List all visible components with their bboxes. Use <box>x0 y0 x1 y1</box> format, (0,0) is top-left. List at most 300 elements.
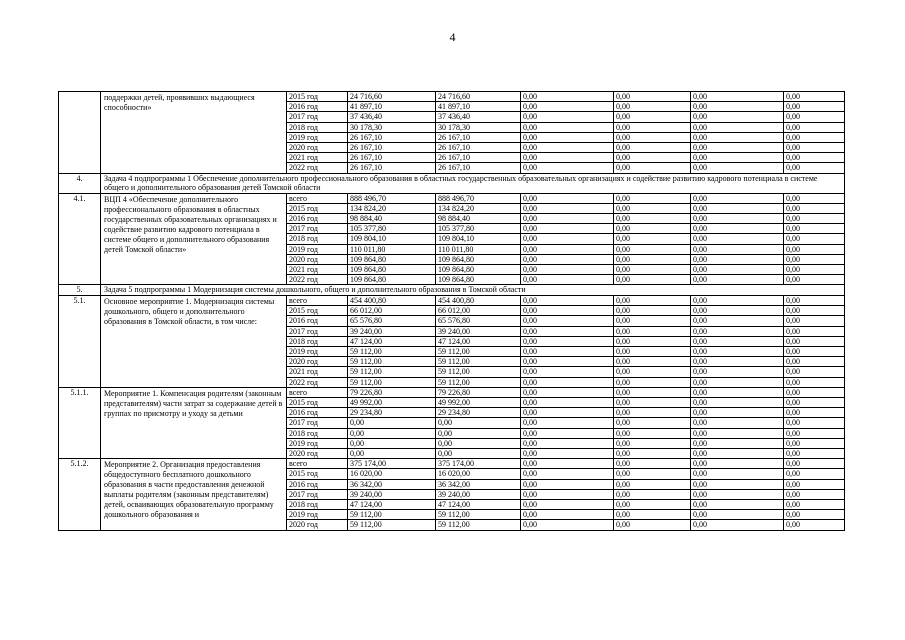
amount-cell: 47 124,00 <box>348 336 436 346</box>
amount-cell: 0,00 <box>691 112 784 122</box>
table-row <box>59 92 845 102</box>
row-index: 4.1. <box>59 193 101 285</box>
amount-cell: 0,00 <box>614 143 691 153</box>
amount-cell: 0,00 <box>784 214 845 224</box>
amount-cell: 109 804,10 <box>348 234 436 244</box>
period-cell: 2019 год <box>287 132 348 142</box>
amount-cell: 0,00 <box>348 418 436 428</box>
amount-cell: 0,00 <box>614 112 691 122</box>
amount-cell: 0,00 <box>614 92 691 102</box>
period-cell: 2016 год <box>287 479 348 489</box>
row-index <box>59 92 101 174</box>
amount-cell: 0,00 <box>614 428 691 438</box>
amount-cell: 0,00 <box>691 132 784 142</box>
amount-cell: 29 234,80 <box>436 408 521 418</box>
amount-cell: 0,00 <box>614 224 691 234</box>
amount-cell: 47 124,00 <box>436 336 521 346</box>
amount-cell: 0,00 <box>521 428 614 438</box>
amount-cell: 0,00 <box>521 326 614 336</box>
amount-cell: 0,00 <box>521 397 614 407</box>
amount-cell: 16 020,00 <box>436 469 521 479</box>
table-row <box>59 459 845 469</box>
budget-table <box>58 91 845 531</box>
amount-cell: 0,00 <box>784 163 845 173</box>
amount-cell: 0,00 <box>614 489 691 499</box>
amount-cell: 888 496,70 <box>436 193 521 203</box>
period-cell: 2021 год <box>287 153 348 163</box>
amount-cell: 0,00 <box>784 316 845 326</box>
amount-cell: 66 012,00 <box>436 306 521 316</box>
item-description: Мероприятие 1. Компенсация родителям (законным представителям) части затрат за содержание детей в группах по присмотру и уходу за детьми <box>101 387 287 458</box>
period-cell: 2015 год <box>287 306 348 316</box>
amount-cell: 109 864,80 <box>348 265 436 275</box>
amount-cell: 0,00 <box>691 459 784 469</box>
amount-cell: 0,00 <box>614 459 691 469</box>
period-cell: всего <box>287 295 348 305</box>
amount-cell: 0,00 <box>784 438 845 448</box>
amount-cell: 0,00 <box>614 387 691 397</box>
amount-cell: 47 124,00 <box>348 500 436 510</box>
amount-cell: 0,00 <box>521 469 614 479</box>
amount-cell: 0,00 <box>691 193 784 203</box>
amount-cell: 0,00 <box>614 397 691 407</box>
amount-cell: 0,00 <box>614 234 691 244</box>
amount-cell: 0,00 <box>614 214 691 224</box>
amount-cell: 0,00 <box>691 306 784 316</box>
amount-cell: 109 864,80 <box>436 254 521 264</box>
amount-cell: 0,00 <box>691 377 784 387</box>
amount-cell: 0,00 <box>691 469 784 479</box>
period-cell: 2015 год <box>287 92 348 102</box>
period-cell: всего <box>287 459 348 469</box>
amount-cell: 0,00 <box>784 397 845 407</box>
amount-cell: 0,00 <box>784 367 845 377</box>
amount-cell: 0,00 <box>521 459 614 469</box>
amount-cell: 134 824,20 <box>348 203 436 213</box>
period-cell: 2022 год <box>287 275 348 285</box>
amount-cell: 0,00 <box>691 254 784 264</box>
amount-cell: 0,00 <box>784 112 845 122</box>
amount-cell: 0,00 <box>784 295 845 305</box>
amount-cell: 0,00 <box>521 112 614 122</box>
amount-cell: 59 112,00 <box>348 357 436 367</box>
amount-cell: 375 174,00 <box>436 459 521 469</box>
amount-cell: 49 992,00 <box>436 397 521 407</box>
amount-cell: 454 400,80 <box>348 295 436 305</box>
amount-cell: 26 167,10 <box>436 163 521 173</box>
amount-cell: 0,00 <box>691 214 784 224</box>
period-cell: 2020 год <box>287 143 348 153</box>
period-cell: 2019 год <box>287 438 348 448</box>
amount-cell: 0,00 <box>784 377 845 387</box>
period-cell: всего <box>287 387 348 397</box>
amount-cell: 0,00 <box>691 295 784 305</box>
amount-cell: 0,00 <box>784 469 845 479</box>
amount-cell: 24 716,60 <box>348 92 436 102</box>
amount-cell: 0,00 <box>521 122 614 132</box>
amount-cell: 0,00 <box>691 479 784 489</box>
amount-cell: 0,00 <box>614 316 691 326</box>
amount-cell: 0,00 <box>521 143 614 153</box>
amount-cell: 0,00 <box>691 438 784 448</box>
page-number: 4 <box>449 30 456 44</box>
amount-cell: 59 112,00 <box>436 367 521 377</box>
amount-cell: 0,00 <box>784 336 845 346</box>
amount-cell: 0,00 <box>691 346 784 356</box>
amount-cell: 0,00 <box>521 357 614 367</box>
amount-cell: 109 864,80 <box>348 275 436 285</box>
period-cell: 2016 год <box>287 316 348 326</box>
amount-cell: 0,00 <box>691 408 784 418</box>
amount-cell: 110 011,80 <box>348 244 436 254</box>
item-description: Мероприятие 2. Организация предоставления общедоступного бесплатного дошкольного образования в части предоставления денежной выплаты родителям (законным представителям) детей, осваивающих образовательную программу дошкольного образования и <box>101 459 287 530</box>
amount-cell: 109 804,10 <box>436 234 521 244</box>
amount-cell: 0,00 <box>784 459 845 469</box>
amount-cell: 105 377,80 <box>348 224 436 234</box>
amount-cell: 0,00 <box>614 449 691 459</box>
amount-cell: 98 884,40 <box>436 214 521 224</box>
amount-cell: 0,00 <box>614 153 691 163</box>
amount-cell: 0,00 <box>521 244 614 254</box>
amount-cell: 59 112,00 <box>436 520 521 530</box>
amount-cell: 0,00 <box>521 520 614 530</box>
amount-cell: 0,00 <box>614 122 691 132</box>
amount-cell: 36 342,00 <box>348 479 436 489</box>
amount-cell: 0,00 <box>521 254 614 264</box>
task-title: Задача 5 подпрограммы 1 Модернизация системы дошкольного, общего и дополнительного образования в Томской области <box>101 285 845 296</box>
amount-cell: 0,00 <box>691 163 784 173</box>
task-row <box>59 285 845 296</box>
amount-cell: 0,00 <box>691 92 784 102</box>
amount-cell: 0,00 <box>784 224 845 234</box>
amount-cell: 0,00 <box>784 132 845 142</box>
amount-cell: 134 824,20 <box>436 203 521 213</box>
amount-cell: 0,00 <box>614 203 691 213</box>
table-row <box>59 193 845 203</box>
amount-cell: 59 112,00 <box>348 377 436 387</box>
amount-cell: 0,00 <box>614 346 691 356</box>
amount-cell: 0,00 <box>784 489 845 499</box>
amount-cell: 0,00 <box>521 193 614 203</box>
amount-cell: 0,00 <box>348 428 436 438</box>
amount-cell: 888 496,70 <box>348 193 436 203</box>
amount-cell: 41 897,10 <box>348 102 436 112</box>
amount-cell: 0,00 <box>784 449 845 459</box>
amount-cell: 66 012,00 <box>348 306 436 316</box>
amount-cell: 0,00 <box>691 265 784 275</box>
amount-cell: 65 576,80 <box>348 316 436 326</box>
amount-cell: 0,00 <box>784 306 845 316</box>
amount-cell: 24 716,60 <box>436 92 521 102</box>
amount-cell: 0,00 <box>784 387 845 397</box>
period-cell: 2017 год <box>287 489 348 499</box>
period-cell: 2020 год <box>287 357 348 367</box>
amount-cell: 0,00 <box>614 367 691 377</box>
amount-cell: 0,00 <box>691 102 784 112</box>
amount-cell: 0,00 <box>521 500 614 510</box>
amount-cell: 26 167,10 <box>436 143 521 153</box>
amount-cell: 0,00 <box>614 132 691 142</box>
amount-cell: 16 020,00 <box>348 469 436 479</box>
amount-cell: 47 124,00 <box>436 500 521 510</box>
amount-cell: 0,00 <box>521 377 614 387</box>
amount-cell: 0,00 <box>614 326 691 336</box>
amount-cell: 41 897,10 <box>436 102 521 112</box>
amount-cell: 0,00 <box>348 449 436 459</box>
amount-cell: 0,00 <box>784 254 845 264</box>
amount-cell: 0,00 <box>521 479 614 489</box>
amount-cell: 30 178,30 <box>348 122 436 132</box>
amount-cell: 105 377,80 <box>436 224 521 234</box>
amount-cell: 0,00 <box>691 275 784 285</box>
task-row <box>59 173 845 193</box>
amount-cell: 0,00 <box>691 224 784 234</box>
amount-cell: 65 576,80 <box>436 316 521 326</box>
amount-cell: 0,00 <box>614 408 691 418</box>
amount-cell: 0,00 <box>784 234 845 244</box>
period-cell: 2020 год <box>287 254 348 264</box>
amount-cell: 109 864,80 <box>436 275 521 285</box>
amount-cell: 39 240,00 <box>436 326 521 336</box>
period-cell: 2018 год <box>287 122 348 132</box>
period-cell: 2018 год <box>287 234 348 244</box>
amount-cell: 0,00 <box>784 326 845 336</box>
item-description: поддержки детей, проявивших выдающиеся способности» <box>101 92 287 174</box>
period-cell: 2015 год <box>287 469 348 479</box>
period-cell: 2020 год <box>287 520 348 530</box>
period-cell: 2021 год <box>287 265 348 275</box>
amount-cell: 59 112,00 <box>348 346 436 356</box>
amount-cell: 0,00 <box>521 336 614 346</box>
amount-cell: 37 436,40 <box>436 112 521 122</box>
amount-cell: 0,00 <box>691 500 784 510</box>
period-cell: 2017 год <box>287 418 348 428</box>
amount-cell: 79 226,80 <box>348 387 436 397</box>
amount-cell: 0,00 <box>521 449 614 459</box>
amount-cell: 0,00 <box>691 510 784 520</box>
amount-cell: 49 992,00 <box>348 397 436 407</box>
amount-cell: 59 112,00 <box>436 357 521 367</box>
amount-cell: 0,00 <box>521 163 614 173</box>
amount-cell: 0,00 <box>614 520 691 530</box>
amount-cell: 0,00 <box>784 143 845 153</box>
amount-cell: 0,00 <box>691 357 784 367</box>
task-title: Задача 4 подпрограммы 1 Обеспечение дополнительного профессионального образования в областных государственных образовательных организациях и содействие развитию кадрового потенциала в системе общего и дополнительного образования детей Томской области <box>101 173 845 193</box>
period-cell: 2020 год <box>287 449 348 459</box>
table-row <box>59 295 845 305</box>
amount-cell: 0,00 <box>784 193 845 203</box>
amount-cell: 0,00 <box>691 244 784 254</box>
amount-cell: 26 167,10 <box>436 153 521 163</box>
period-cell: 2017 год <box>287 224 348 234</box>
amount-cell: 0,00 <box>614 254 691 264</box>
amount-cell: 0,00 <box>521 306 614 316</box>
item-description: Основное мероприятие 1. Модернизация системы дошкольного, общего и дополнительного образования в Томской области, в том числе: <box>101 295 287 387</box>
amount-cell: 37 436,40 <box>348 112 436 122</box>
amount-cell: 0,00 <box>521 92 614 102</box>
amount-cell: 59 112,00 <box>348 520 436 530</box>
row-index: 5.1.1. <box>59 387 101 458</box>
amount-cell: 0,00 <box>521 214 614 224</box>
amount-cell: 0,00 <box>691 234 784 244</box>
period-cell: 2018 год <box>287 428 348 438</box>
amount-cell: 26 167,10 <box>348 163 436 173</box>
amount-cell: 0,00 <box>614 275 691 285</box>
amount-cell: 0,00 <box>784 500 845 510</box>
amount-cell: 0,00 <box>784 357 845 367</box>
amount-cell: 0,00 <box>784 510 845 520</box>
amount-cell: 0,00 <box>784 244 845 254</box>
amount-cell: 0,00 <box>784 520 845 530</box>
amount-cell: 454 400,80 <box>436 295 521 305</box>
amount-cell: 29 234,80 <box>348 408 436 418</box>
amount-cell: 0,00 <box>521 275 614 285</box>
row-index: 5. <box>59 285 101 296</box>
amount-cell: 0,00 <box>691 153 784 163</box>
amount-cell: 0,00 <box>691 397 784 407</box>
amount-cell: 0,00 <box>521 387 614 397</box>
amount-cell: 0,00 <box>436 418 521 428</box>
amount-cell: 0,00 <box>784 153 845 163</box>
period-cell: 2015 год <box>287 397 348 407</box>
amount-cell: 0,00 <box>614 163 691 173</box>
amount-cell: 0,00 <box>784 479 845 489</box>
amount-cell: 0,00 <box>784 428 845 438</box>
amount-cell: 0,00 <box>691 143 784 153</box>
amount-cell: 0,00 <box>436 449 521 459</box>
row-index: 5.1.2. <box>59 459 101 530</box>
amount-cell: 0,00 <box>691 326 784 336</box>
amount-cell: 0,00 <box>521 265 614 275</box>
amount-cell: 0,00 <box>691 489 784 499</box>
period-cell: 2019 год <box>287 346 348 356</box>
table-row <box>59 387 845 397</box>
amount-cell: 0,00 <box>614 357 691 367</box>
amount-cell: 30 178,30 <box>436 122 521 132</box>
amount-cell: 0,00 <box>691 122 784 132</box>
row-index: 5.1. <box>59 295 101 387</box>
amount-cell: 0,00 <box>784 203 845 213</box>
amount-cell: 0,00 <box>521 438 614 448</box>
amount-cell: 0,00 <box>521 346 614 356</box>
amount-cell: 0,00 <box>784 102 845 112</box>
amount-cell: 0,00 <box>614 469 691 479</box>
amount-cell: 59 112,00 <box>436 346 521 356</box>
amount-cell: 0,00 <box>614 265 691 275</box>
period-cell: 2015 год <box>287 203 348 213</box>
period-cell: 2017 год <box>287 326 348 336</box>
amount-cell: 36 342,00 <box>436 479 521 489</box>
period-cell: 2018 год <box>287 500 348 510</box>
amount-cell: 26 167,10 <box>348 132 436 142</box>
period-cell: 2016 год <box>287 214 348 224</box>
amount-cell: 0,00 <box>784 265 845 275</box>
amount-cell: 59 112,00 <box>436 377 521 387</box>
period-cell: 2018 год <box>287 336 348 346</box>
amount-cell: 0,00 <box>521 418 614 428</box>
amount-cell: 59 112,00 <box>348 367 436 377</box>
amount-cell: 0,00 <box>784 346 845 356</box>
amount-cell: 0,00 <box>521 132 614 142</box>
amount-cell: 0,00 <box>614 510 691 520</box>
amount-cell: 0,00 <box>691 203 784 213</box>
amount-cell: 0,00 <box>614 479 691 489</box>
amount-cell: 0,00 <box>521 102 614 112</box>
amount-cell: 110 011,80 <box>436 244 521 254</box>
item-description: ВЦП 4 «Обеспечение дополнительного профессионального образования в областных государственных образовательных организациях и содействие развитию кадрового потенциала в системе общего и дополнительного образования детей Томской области» <box>101 193 287 285</box>
amount-cell: 0,00 <box>614 438 691 448</box>
amount-cell: 0,00 <box>521 234 614 244</box>
amount-cell: 0,00 <box>691 367 784 377</box>
amount-cell: 0,00 <box>784 92 845 102</box>
period-cell: 2016 год <box>287 408 348 418</box>
period-cell: 2022 год <box>287 377 348 387</box>
amount-cell: 98 884,40 <box>348 214 436 224</box>
amount-cell: 39 240,00 <box>348 326 436 336</box>
amount-cell: 0,00 <box>691 387 784 397</box>
amount-cell: 0,00 <box>614 102 691 112</box>
period-cell: 2017 год <box>287 112 348 122</box>
row-index: 4. <box>59 173 101 193</box>
amount-cell: 0,00 <box>691 520 784 530</box>
amount-cell: 26 167,10 <box>348 143 436 153</box>
period-cell: всего <box>287 193 348 203</box>
amount-cell: 59 112,00 <box>436 510 521 520</box>
period-cell: 2021 год <box>287 367 348 377</box>
amount-cell: 39 240,00 <box>348 489 436 499</box>
amount-cell: 0,00 <box>691 428 784 438</box>
amount-cell: 0,00 <box>614 418 691 428</box>
amount-cell: 0,00 <box>521 510 614 520</box>
amount-cell: 0,00 <box>614 500 691 510</box>
amount-cell: 0,00 <box>784 275 845 285</box>
amount-cell: 26 167,10 <box>348 153 436 163</box>
amount-cell: 0,00 <box>521 203 614 213</box>
amount-cell: 0,00 <box>784 418 845 428</box>
amount-cell: 0,00 <box>521 295 614 305</box>
amount-cell: 0,00 <box>784 408 845 418</box>
period-cell: 2019 год <box>287 244 348 254</box>
amount-cell: 0,00 <box>614 295 691 305</box>
period-cell: 2016 год <box>287 102 348 112</box>
amount-cell: 0,00 <box>521 408 614 418</box>
table-body <box>59 92 845 531</box>
amount-cell: 0,00 <box>691 336 784 346</box>
amount-cell: 0,00 <box>614 306 691 316</box>
amount-cell: 375 174,00 <box>348 459 436 469</box>
amount-cell: 39 240,00 <box>436 489 521 499</box>
amount-cell: 0,00 <box>614 336 691 346</box>
period-cell: 2022 год <box>287 163 348 173</box>
amount-cell: 59 112,00 <box>348 510 436 520</box>
amount-cell: 109 864,80 <box>348 254 436 264</box>
amount-cell: 0,00 <box>521 489 614 499</box>
amount-cell: 26 167,10 <box>436 132 521 142</box>
amount-cell: 0,00 <box>614 377 691 387</box>
amount-cell: 0,00 <box>784 122 845 132</box>
amount-cell: 0,00 <box>436 428 521 438</box>
amount-cell: 0,00 <box>436 438 521 448</box>
amount-cell: 0,00 <box>614 193 691 203</box>
amount-cell: 0,00 <box>614 244 691 254</box>
amount-cell: 0,00 <box>521 224 614 234</box>
amount-cell: 0,00 <box>691 418 784 428</box>
amount-cell: 0,00 <box>521 316 614 326</box>
period-cell: 2019 год <box>287 510 348 520</box>
amount-cell: 0,00 <box>691 449 784 459</box>
amount-cell: 79 226,80 <box>436 387 521 397</box>
amount-cell: 0,00 <box>691 316 784 326</box>
